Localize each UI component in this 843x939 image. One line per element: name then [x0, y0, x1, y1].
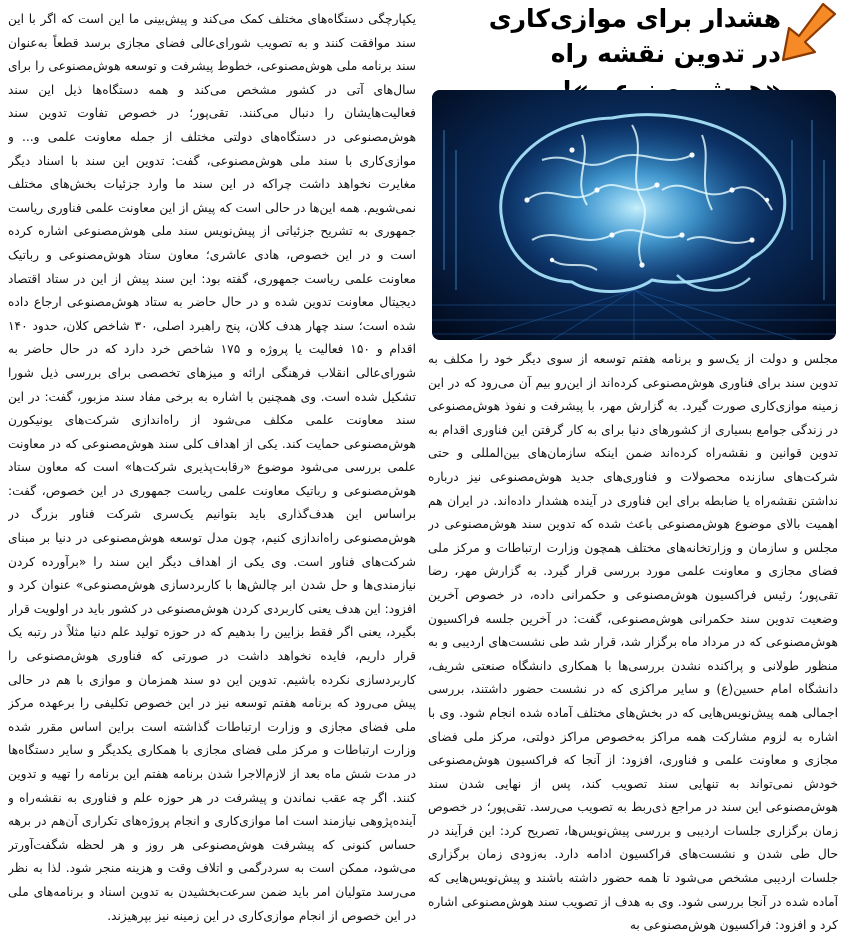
arrow-down-left-icon	[779, 2, 837, 62]
brain-network-image	[432, 90, 836, 340]
article-column-right	[428, 348, 838, 934]
article-paragraph-right: مجلس و دولت از یک‌سو و برنامه هفتم توسعه از سوی دیگر خود را مکلف به تدوین سند برای فناوری هوش‌مصنوعی کرده‌اند از این‌رو بیم آن می‌رود که در این زمینه موازی‌کاری صورت گیرد. به گزارش مهر، با پیشرفت و نفوذ هوش‌مصنوعی در زندگی جوامع بسیاری از کشورهای دنیا برای به کار گرفتن این فناوری اقدام به تدوین قوانین و نقشه‌راه کرده‌اند ضمن اینکه سازمان‌های بین‌المللی و حتی شرکت‌های سازنده محصولات و فناوری‌های جدید هوش‌مصنوعی نیز درباره نداشتن نقشه‌راه یا ضابطه برای این فناوری در آینده هشدار داده‌اند. در ایران هم اهمیت بالای موضوع هوش‌مصنوعی باعث شده که تدوین سند هوش‌مصنوعی در مجلس و سازمان و وزارتخانه‌های مختلف همچون وزارت ارتباطات و مرکز ملی فضای مجازی و معاونت علمی مورد بررسی قرار گیرد. به گزارش مهر، رضا تقی‌پور؛ رئیس فراکسیون هوش‌مصنوعی و حکمرانی داده، در خصوص آخرین وضعیت تدوین سند حکمرانی هوش‌مصنوعی، گفت: در آخرین جلسه فراکسیون هوش‌مصنوعی که در مرداد ماه برگزار شد، قرار شد طی نشست‌های اردیبی و به منظور طولانی و پراکنده نشدن بررسی‌ها با همکاری دانشگاه صنعتی شریف، دانشگاه امام حسین(ع) و سایر مراکزی که در نشست حضور داشتند، بررسی اجمالی همه پیش‌نویس‌هایی که در بخش‌های مختلف آماده شده انجام شود. وی با اشاره به لزوم مشارکت همه مراکز به‌خصوص مراکز دولتی، مرکز ملی فضای مجازی و معاونت علمی و فناوری، افزود: از آنجا که فراکسیون هوش‌مصنوعی خودش نمی‌تواند به تنهایی سند تصویب کند، پس از نهایی شدن سند هوش‌مصنوعی این سند در مراجع ذی‌ربط به تصویب می‌رسد. تقی‌پور؛ در خصوص زمان برگزاری جلسات اردیبی و بررسی پیش‌نویس‌ها، تصریح کرد: این فرآیند در حال طی شدن و نشست‌های فراکسیون ادامه دارد. به‌زودی زمان برگزاری جلسات اردیبی مشخص می‌شود تا همه حضور داشته باشند و پیش‌نویس‌هایی که آماده شده در آنجا بررسی شود. وی به هدف از تصویب سند هوش‌مصنوعی اشاره کرد و افزود: فراکسیون هوش‌مصنوعی به	[428, 352, 838, 933]
article-paragraph-left: یکپارچگی دستگاه‌های مختلف کمک می‌کند و پیش‌بینی ما این است که اگر با این سند موافقت کنند و به تصویب شورای‌عالی فضای مجازی برسد قطعاً به‌عنوان سند برنامه ملی هوش‌مصنوعی، خطوط پیشرفت و توسعه هوش‌مصنوعی را برای سال‌های آتی در کشور مشخص می‌کند و همه دستگاه‌ها ذیل این سند فعالیت‌هایشان را دنبال می‌کنند. تقی‌پور؛ در خصوص تفاوت تدوین سند هوش‌مصنوعی در دستگاه‌های دولتی مختلف از جمله معاونت علمی و... و موازی‌کاری با سند ملی هوش‌مصنوعی، گفت: تدوین این سند با اسناد دیگر مغایرت نخواهد داشت چراکه در این سند ما وارد جزئیات بخش‌های مختلف نمی‌شویم. همه این‌ها در حالی است که پیش از این معاونت علمی فناوری ریاست جمهوری به تشریح جزئیاتی از پیش‌نویس سند ملی هوش‌مصنوعی اشاره کرده است و در این خصوص، هادی عاشری؛ معاون ستاد هوش‌مصنوعی و رباتیک معاونت علمی ریاست جمهوری، گفته بود: این سند پیش از این در ستاد اقتصاد دیجیتال معاونت تدوین شده و در حال حاضر به ستاد هوش‌مصنوعی ارجاع داده شده است؛ سند چهار هدف کلان، پنج راهبرد اصلی، ۳۰ شاخص کلان، حدود ۱۴۰ اقدام و ۱۵۰ فعالیت یا پروژه و ۱۷۵ شاخص خرد دارد که در حال حاضر به شورای‌عالی انقلاب فرهنگی ارائه و میزهای تخصصی برای بررسی ذیل شورا تشکیل شده است. وی همچنین با اشاره به برخی مفاد سند مزبور، گفت: در این سند معاونت علمی مکلف می‌شود از راه‌اندازی شرکت‌های یونیکورن هوش‌مصنوعی حمایت کند. یکی از اهداف کلی سند هوش‌مصنوعی که در معاونت علمی بررسی می‌شود موضوع «رقابت‌پذیری شرکت‌ها» است که معاون ستاد هوش‌مصنوعی و رباتیک معاونت علمی ریاست جمهوری در این خصوص، گفت: براساس این هدف‌گذاری باید بتوانیم یک‌سری شرکت فناور بزرگ در هوش‌مصنوعی راه‌اندازی کنیم، چون مدل توسعه هوش‌مصنوعی در دنیا بر مبنای شرکت‌های فناور است. وی یکی از اهداف دیگر این سند را «برآورده کردن نیازمندی‌ها و حل شدن ابر چالش‌ها با کاربردسازی هوش‌مصنوعی» عنوان کرد و افزود: این هدف یعنی کاربردی کردن هوش‌مصنوعی در کشور باید در اولویت قرار بگیرد، یعنی اگر فقط بزایین را بدهیم که در حوزه تولید علم دنیا مثلاً در رتبه یک قرار داریم، فایده نخواهد داشت در صورتی که فناوری هوش‌مصنوعی را کاربردسازی نکرده باشیم. تدوین این دو سند همزمان و موازی با هم در حالی پیش می‌رود که برنامه هفتم توسعه نیز در این خصوص تکلیفی را برعهده مرکز ملی فضای مجازی و وزارت ارتباطات گذاشته است براین اساس مقرر شده وزارت ارتباطات و مرکز ملی فضای مجازی با همکاری یکدیگر و سایر دستگاه‌ها در مدت شش ماه بعد از لازم‌الاجرا شدن برنامه هفتم این برنامه را تهیه و تدوین کنند. اگر چه عقب نماندن و پیشرفت در هر حوزه علم و فناوری به نقشه‌راه و آینده‌پژوهی نیازمند است اما موازی‌کاری و انجام پروژه‌های تکراری آن‌هم در برهه حساس کنونی که پیشرفت هوش‌مصنوعی هر روز و هر لحظه شگفت‌آورتر می‌شود، ممکن است به سردرگمی و اتلاف وقت و هزینه منجر شود. لذا به نظر می‌رسد متولیان امر باید ضمن سرعت‌بخشیدن به تدوین اسناد و برنامه‌های ملی در این خصوص از انجام موازی‌کاری در این زمینه نیز بپرهیزند.	[8, 12, 416, 923]
article-column-left	[8, 8, 416, 934]
headline-line-1: هشدار برای موازی‌کاری	[488, 4, 781, 33]
headline-line-2: در تدوین نقشه راه	[550, 39, 781, 68]
